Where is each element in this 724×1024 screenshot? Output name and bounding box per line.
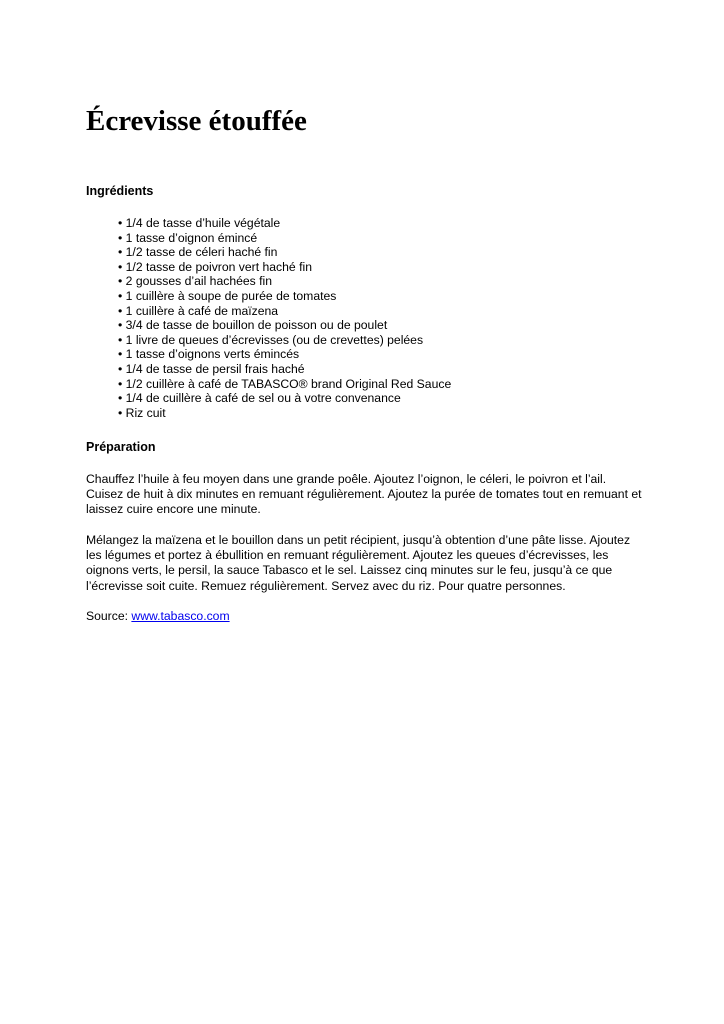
list-item: • 1 cuillère à café de maïzena (118, 304, 451, 319)
list-item: • 1/2 tasse de céleri haché fin (118, 245, 451, 260)
page-title: Écrevisse étouffée (86, 105, 307, 137)
list-item: • 1/4 de tasse de persil frais haché (118, 362, 451, 377)
list-item: • 1 cuillère à soupe de purée de tomates (118, 289, 451, 304)
source-line (86, 609, 642, 624)
list-item: • 2 gousses d’ail hachées fin (118, 274, 451, 289)
list-item: • 1/2 cuillère à café de TABASCO® brand Original Red Sauce (118, 377, 451, 392)
list-item: • 1/4 de cuillère à café de sel ou à votre convenance (118, 391, 451, 406)
source-label: Source: (86, 609, 132, 623)
list-item: • 1/2 tasse de poivron vert haché fin (118, 260, 451, 275)
list-item: • Riz cuit (118, 406, 451, 421)
preparation-heading: Préparation (86, 440, 156, 454)
list-item: • 3/4 de tasse de bouillon de poisson ou de poulet (118, 318, 451, 333)
ingredients-list (118, 216, 451, 420)
list-item: • 1 livre de queues d’écrevisses (ou de crevettes) pelées (118, 333, 451, 348)
preparation-paragraph: Mélangez la maïzena et le bouillon dans un petit récipient, jusqu’à obtention d’une pâte lisse. Ajoutez les légumes et portez à ébullition en remuant régulièrement. Ajoutez les queues d’écrevisses, les oignons verts, le persil, la sauce Tabasco et le sel. Laissez cinq minutes sur le feu, jusqu’à ce que l’écrevisse soit cuite. Remuez régulièrement. Servez avec du riz. Pour quatre personnes. (86, 533, 631, 593)
list-item: • 1/4 de tasse d’huile végétale (118, 216, 451, 231)
list-item: • 1 tasse d’oignon émincé (118, 231, 451, 246)
list-item: • 1 tasse d’oignons verts émincés (118, 347, 451, 362)
source-link[interactable]: www.tabasco.com (131, 609, 230, 623)
ingredients-heading: Ingrédients (86, 184, 154, 198)
preparation-paragraph: Chauffez l’huile à feu moyen dans une grande poêle. Ajoutez l’oignon, le céleri, le poivron et l’ail. Cuisez de huit à dix minutes en remuant régulièrement. Ajoutez la purée de tomates tout en remuant et laissez cuire encore une minute. (86, 472, 642, 517)
